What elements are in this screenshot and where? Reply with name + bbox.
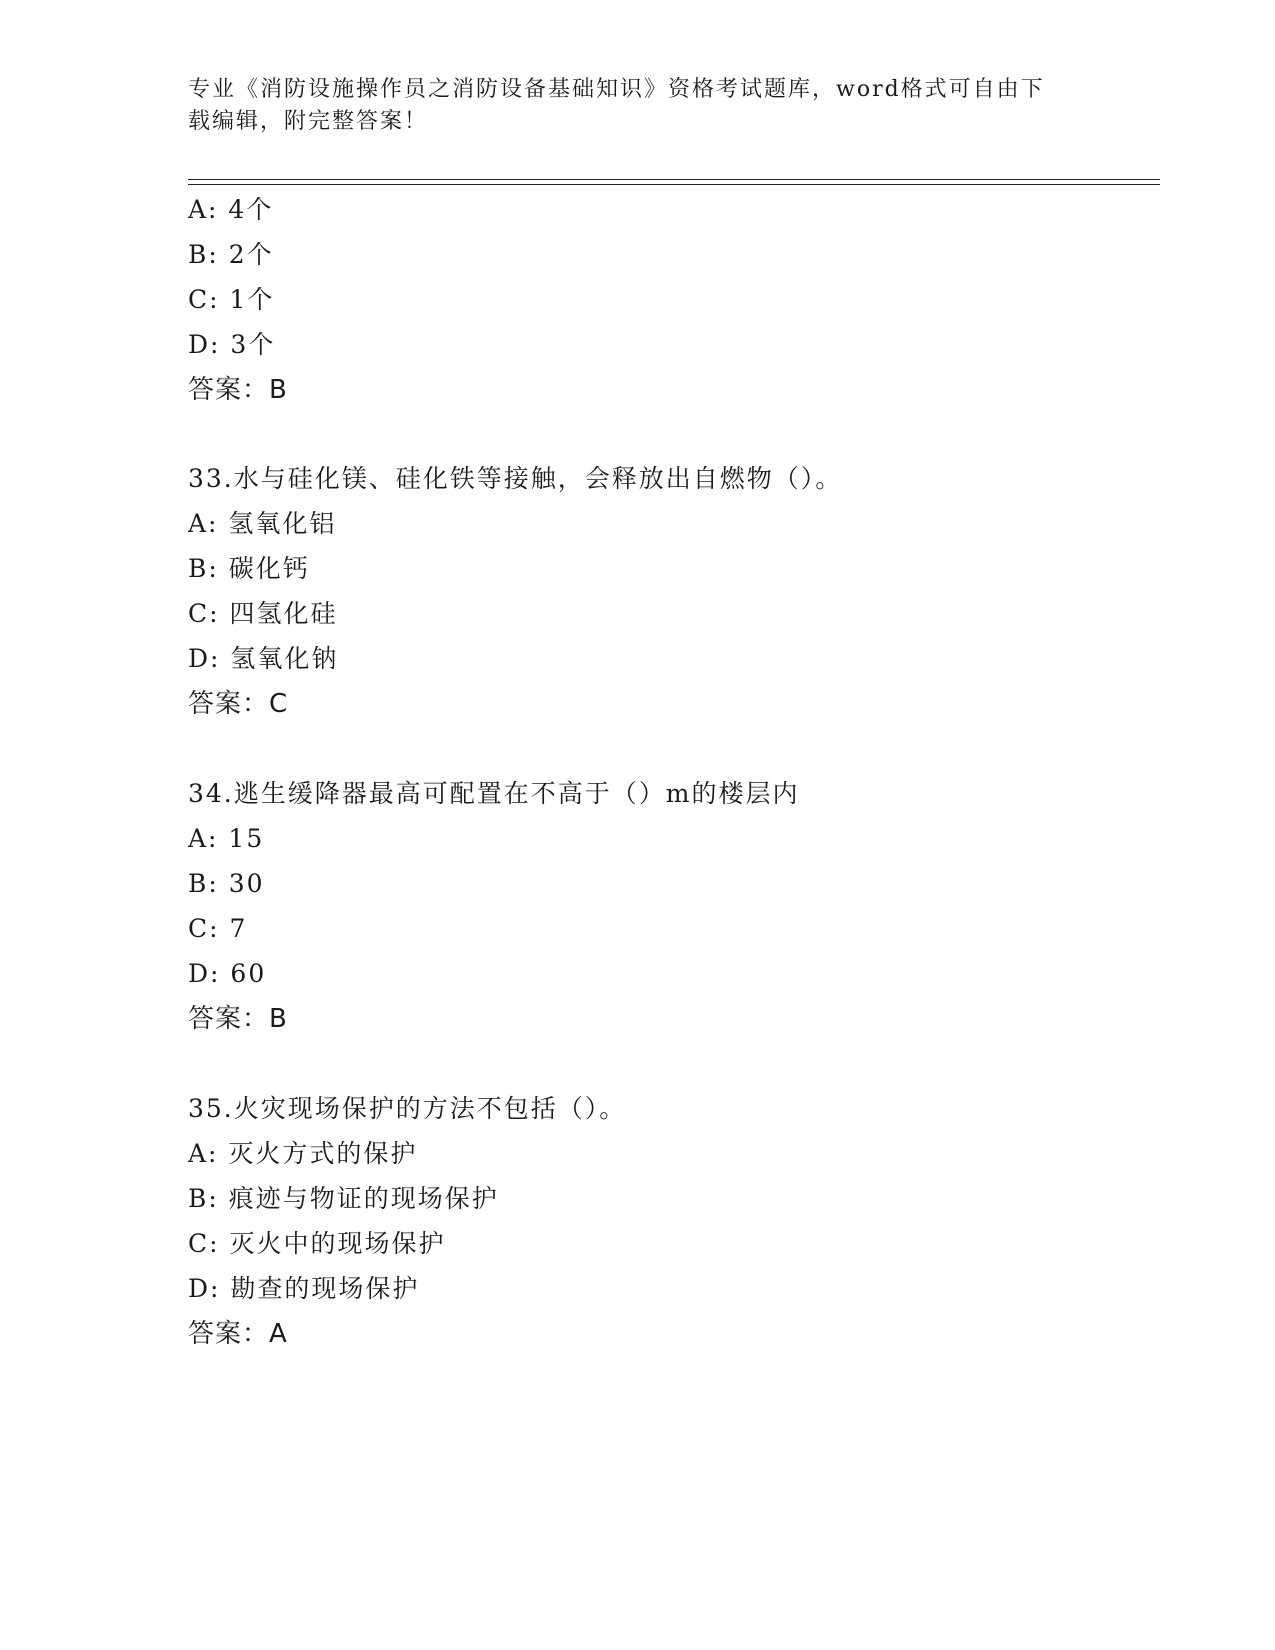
header-divider-top — [188, 179, 1160, 180]
option-d: D: 勘查的现场保护 — [188, 1274, 420, 1303]
answer-line: 答案：C — [188, 689, 289, 719]
option-b: B: 30 — [188, 869, 265, 898]
header-divider-bottom — [188, 184, 1160, 185]
header-line-2: 载编辑，附完整答案！ — [188, 109, 429, 134]
answer-line: 答案：B — [188, 375, 288, 405]
option-c: C: 7 — [188, 914, 248, 943]
option-d: D: 3个 — [188, 330, 276, 359]
option-d: D: 氢氧化钠 — [188, 644, 339, 673]
option-d: D: 60 — [188, 959, 267, 988]
question-34: 34.逃生缓降器最高可配置在不高于（）m的楼层内 — [188, 779, 800, 808]
header-line-1: 专业《消防设施操作员之消防设备基础知识》资格考试题库，word格式可自由下 — [188, 77, 1045, 102]
answer-line: 答案：B — [188, 1004, 288, 1034]
option-a: A: 15 — [188, 824, 265, 853]
option-c: C: 灭火中的现场保护 — [188, 1229, 446, 1258]
option-a: A: 氢氧化铝 — [188, 509, 337, 538]
question-35: 35.火灾现场保护的方法不包括（）。 — [188, 1094, 627, 1123]
question-33: 33.水与硅化镁、硅化铁等接触，会释放出自燃物（）。 — [188, 464, 843, 493]
option-c: C: 1个 — [188, 285, 275, 314]
option-a: A: 灭火方式的保护 — [188, 1139, 418, 1168]
option-b: B: 碳化钙 — [188, 554, 310, 583]
answer-line: 答案：A — [188, 1319, 288, 1349]
option-c: C: 四氢化硅 — [188, 599, 338, 628]
document-header — [188, 74, 1088, 138]
option-a: A: 4个 — [188, 195, 274, 224]
option-b: B: 2个 — [188, 240, 274, 269]
option-b: B: 痕迹与物证的现场保护 — [188, 1184, 499, 1213]
